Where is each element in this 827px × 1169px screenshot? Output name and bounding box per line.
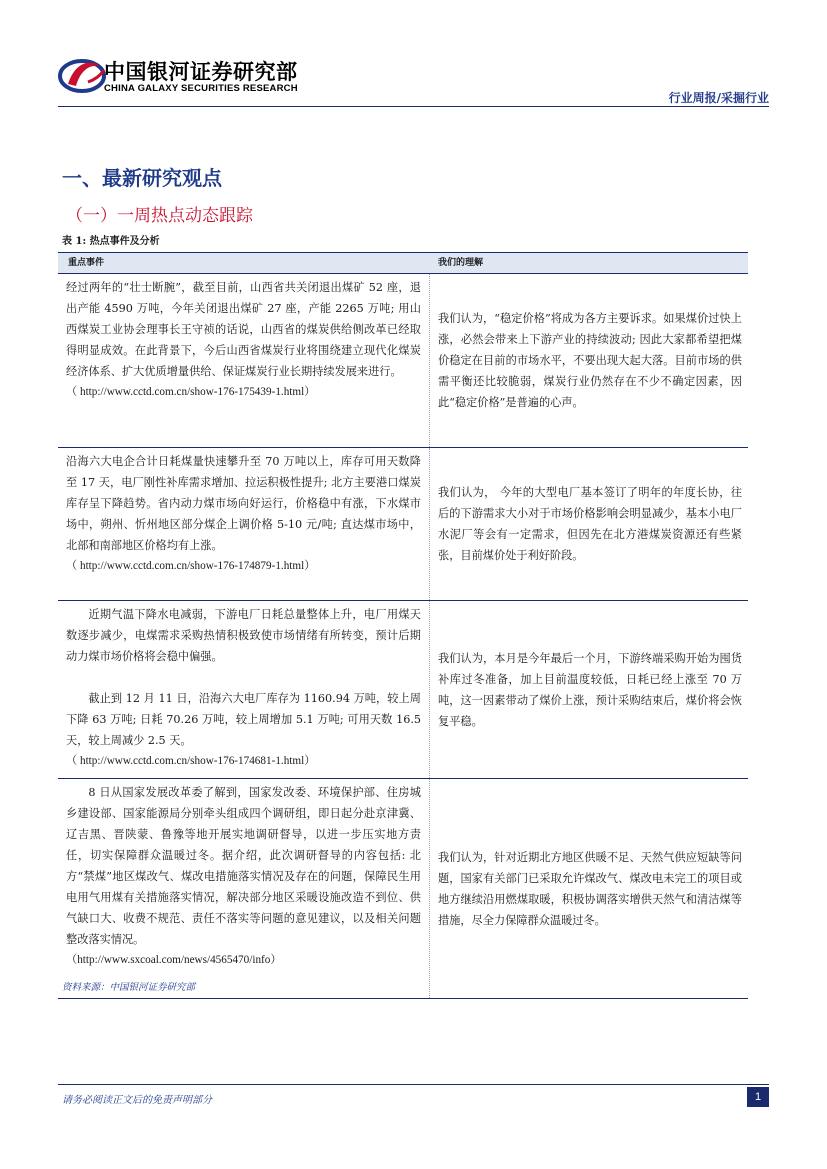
column-header-event: 重点事件 bbox=[68, 258, 105, 268]
page-number: 1 bbox=[747, 1087, 769, 1107]
table-row bbox=[58, 274, 748, 448]
event-text: 8 日从国家发展改革委了解到，国家发改委、环境保护部、住房城乡建设部、国家能源局分别牵头组成四个调研组，即日起分赴京津冀、辽吉黑、晋陕蒙、鲁豫等地开展实地调研督导，以进一步压实地方责任，切实保障群众温暖过冬。据介绍，此次调研督导的内容包括: 北方“禁煤”地区煤改气、煤改电措施落实情况及存在的问题，保障民生用电用气用煤有关措施落实情况，解决部分地区采暖设施改造不到位、供气缺口大、收费不规范、责任不落实等问题的意见建议，以及相关问题整改落实情况。 bbox=[66, 786, 421, 946]
source-link[interactable]: （http://www.sxcoal.com/news/4565470/info） bbox=[66, 954, 282, 966]
source-link[interactable]: （ http://www.cctd.com.cn/show-176-175439-1.html） bbox=[66, 386, 316, 398]
table-row bbox=[58, 779, 748, 999]
report-type: 行业周报/采掘行业 bbox=[668, 91, 769, 105]
table-row bbox=[58, 601, 748, 779]
section-title: 一、最新研究观点 bbox=[62, 166, 222, 190]
event-cell bbox=[58, 274, 430, 447]
footer-divider bbox=[58, 1084, 769, 1085]
table-row bbox=[58, 448, 748, 601]
event-cell bbox=[58, 779, 430, 998]
table-header bbox=[58, 253, 748, 274]
event-cell bbox=[58, 448, 430, 600]
column-header-opinion: 我们的理解 bbox=[438, 258, 484, 268]
disclaimer-note: 请务必阅读正文后的免责声明部分 bbox=[62, 1095, 212, 1106]
brand-name-en: CHINA GALAXY SECURITIES RESEARCH bbox=[104, 83, 298, 94]
opinion-cell bbox=[430, 601, 748, 778]
section-subtitle: （一）一周热点动态跟踪 bbox=[66, 206, 253, 226]
event-text: 截止到 12 月 11 日，沿海六大电厂库存为 1160.94 万吨，较上周下降 63 万吨; 日耗 70.26 万吨，较上周增加 5.1 万吨; 可用天数 16.5 天，较上周减少 2.5 天。 bbox=[66, 692, 421, 747]
opinion-text: 我们认为， 今年的大型电厂基本签订了明年的年度长协，往后的下游需求大小对于市场价格影响会明显减少，基本小电厂水泥厂等会有一定需求，但因先在北方港煤炭资源还有些紧张，目前煤价处于利好阶段。 bbox=[438, 486, 742, 562]
source-link[interactable]: （ http://www.cctd.com.cn/show-176-174681-1.html） bbox=[66, 755, 316, 767]
galaxy-logo-icon bbox=[58, 52, 110, 96]
table-caption: 表 1: 热点事件及分析 bbox=[62, 236, 160, 247]
opinion-cell bbox=[430, 448, 748, 600]
header-divider bbox=[58, 106, 769, 107]
event-text: 沿海六大电企合计日耗煤量快速攀升至 70 万吨以上，库存可用天数降至 17 天，电厂刚性补库需求增加、拉运积极性提升; 北方主要港口煤炭库存呈下降趋势。省内动力煤市场向好运行，价格稳中有涨，下水煤市场中，朔州、忻州地区部分煤企上调价格 5-10 元/吨; 直达煤市场中，北部和南部地区价格均有上涨。 bbox=[66, 455, 421, 552]
opinion-cell bbox=[430, 779, 748, 998]
event-text: 近期气温下降水电减弱，下游电厂日耗总量整体上升，电厂用煤天数逐步减少，电煤需求采购热情积极致使市场情绪有所转变，预计后期动力煤市场价格将会稳中偏强。 bbox=[66, 608, 421, 663]
event-cell bbox=[58, 601, 430, 778]
source-link[interactable]: （ http://www.cctd.com.cn/show-176-174879-1.html） bbox=[66, 560, 316, 572]
event-text: 经过两年的“壮士断腕”，截至目前，山西省共关闭退出煤矿 52 座，退出产能 4590 万吨，今年关闭退出煤矿 27 座，产能 2265 万吨; 用山西煤炭工业协会理事长王守祯的话说，山西省的煤炭供给侧改革已经取得明显成效。在此背景下，今后山西省煤炭行业将围绕建立现代化煤炭经济体系、扩大优质增量供给、保证煤炭行业长期持续发展来进行。 bbox=[66, 281, 421, 378]
opinion-text: 我们认为，针对近期北方地区供暖不足、天然气供应短缺等问题，国家有关部门已采取允许煤改气、煤改电未完工的项目或地方继续沿用燃煤取暖，积极协调落实增供天然气和清洁煤等措施，尽全力保障群众温暖过冬。 bbox=[438, 850, 742, 927]
opinion-text: 我们认为，“稳定价格”将成为各方主要诉求。如果煤价过快上涨，必然会带来上下游产业的持续波动; 因此大家都希望把煤价稳定在目前的市场水平，不要出现大起大落。目前市场的供需平衡还比较脆弱，煤炭行业仍然存在不少不确定因素，因此“稳定价格”是普遍的心声。 bbox=[438, 312, 742, 409]
opinion-text: 我们认为，本月是今年最后一个月，下游终端采购开始为囤货补库过冬准备，加上目前温度较低，日耗已经上涨至 70 万吨，这一因素带动了煤价上涨，预计采购结束后，煤价将会恢复平稳。 bbox=[438, 651, 742, 728]
brand-name-cn: 中国银河证券研究部 bbox=[104, 60, 298, 84]
data-source-note: 资料来源：中国银河证券研究部 bbox=[62, 982, 196, 993]
hot-events-table bbox=[58, 252, 748, 999]
opinion-cell bbox=[430, 274, 748, 447]
